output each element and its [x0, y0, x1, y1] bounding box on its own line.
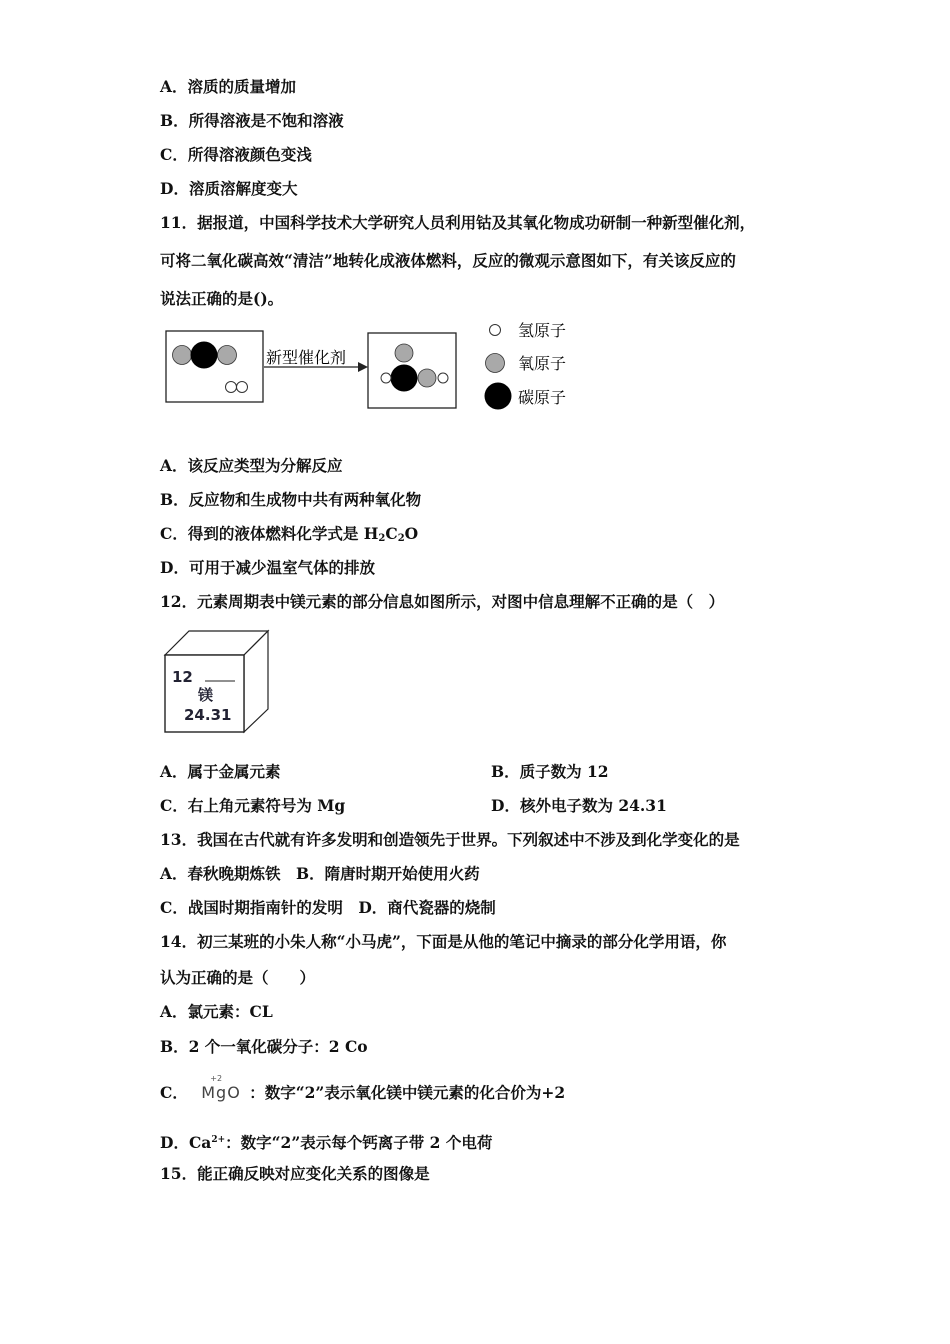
q11-option-a: A．该反应类型为分解反应 — [160, 456, 343, 475]
q14-option-c: C． +2 MgO ：数字“2”表示氧化镁中镁元素的化合价为+2 — [160, 1074, 566, 1102]
reactant-carbon-atom — [191, 342, 218, 369]
reaction-micro-diagram — [160, 315, 590, 420]
q14-option-a: A．氯元素：CL — [160, 1002, 273, 1021]
legend-oxygen-symbol — [486, 354, 505, 373]
product-carbon-atom — [391, 365, 418, 392]
q12-option-a: A．属于金属元素 — [160, 762, 281, 781]
atomic-number: 12 — [172, 668, 193, 686]
q14-option-d: D．$Ca^{2+}$：数字“2”表示每个钙离子带 2 个电荷 — [160, 1133, 493, 1152]
legend-oxygen-label: 氧原子 — [518, 354, 567, 373]
q14-stem-line-1: 14．初三某班的小朱人称“小马虎”，下面是从他的笔记中摘录的部分化学用语，你 — [160, 932, 727, 951]
legend-hydrogen-symbol — [490, 325, 501, 336]
q11-stem-line-2: 可将二氧化碳高效“清洁”地转化成液体燃料，反应的微观示意图如下，有关该反应的 — [160, 251, 736, 270]
reactant-hydrogen-atom-2 — [237, 382, 248, 393]
q13-stem: 13．我国在古代就有许多发明和创造领先于世界。下列叙述中不涉及到化学变化的是 — [160, 830, 740, 849]
q10-option-b: B．所得溶液是不饱和溶液 — [160, 111, 344, 130]
arrow-label: 新型催化剂 — [266, 348, 347, 367]
q13-options-cd: C．战国时期指南针的发明 D．商代瓷器的烧制 — [160, 898, 496, 917]
valence-formula: +2 MgO — [201, 1074, 240, 1102]
q11-option-c: C．得到的液体燃料化学式是 $H_2C_2O$ — [160, 524, 419, 544]
q11-stem-line-3: 说法正确的是()。 — [160, 289, 284, 308]
product-hydrogen-atom-right — [438, 373, 448, 383]
q15-stem: 15．能正确反映对应变化关系的图像是 — [160, 1164, 430, 1183]
q10-option-c: C．所得溶液颜色变浅 — [160, 145, 312, 164]
q11-option-b: B．反应物和生成物中共有两种氧化物 — [160, 490, 422, 509]
q11-stem-line-1: 11．据报道，中国科学技术大学研究人员利用钴及其氧化物成功研制一种新型催化剂， — [160, 213, 756, 232]
q12-stem: 12．元素周期表中镁元素的部分信息如图所示，对图中信息理解不正确的是（ ） — [160, 592, 725, 611]
q10-option-a: A．溶质的质量增加 — [160, 77, 297, 96]
element-name: 镁 — [198, 686, 214, 704]
q12-option-d: D．核外电子数为 24.31 — [491, 796, 667, 815]
q11-option-d: D．可用于减少温室气体的排放 — [160, 558, 375, 577]
reactant-hydrogen-atom-1 — [226, 382, 237, 393]
reactant-box — [166, 331, 263, 402]
legend-carbon-label: 碳原子 — [518, 388, 567, 407]
magnesium-element-cube — [160, 625, 275, 740]
q10-option-d: D．溶质溶解度变大 — [160, 179, 298, 198]
q13-options-ab: A．春秋晚期炼铁 B．隋唐时期开始使用火药 — [160, 864, 480, 883]
reactant-oxygen-atom-right — [218, 346, 237, 365]
atomic-mass: 24.31 — [184, 706, 232, 724]
q12-option-c: C．右上角元素符号为 Mg — [160, 796, 346, 815]
legend-carbon-symbol — [485, 383, 512, 410]
q12-option-b: B．质子数为 12 — [491, 762, 609, 781]
reaction-arrowhead — [358, 362, 368, 372]
q14-stem-line-2: 认为正确的是（ ） — [160, 968, 316, 987]
product-oxygen-atom-right — [418, 369, 436, 387]
product-oxygen-atom-top — [395, 344, 413, 362]
q14-option-b: B．2 个一氧化碳分子：2 Co — [160, 1037, 368, 1056]
legend-hydrogen-label: 氢原子 — [518, 321, 567, 340]
reactant-oxygen-atom-left — [173, 346, 192, 365]
product-hydrogen-atom-left — [381, 373, 391, 383]
